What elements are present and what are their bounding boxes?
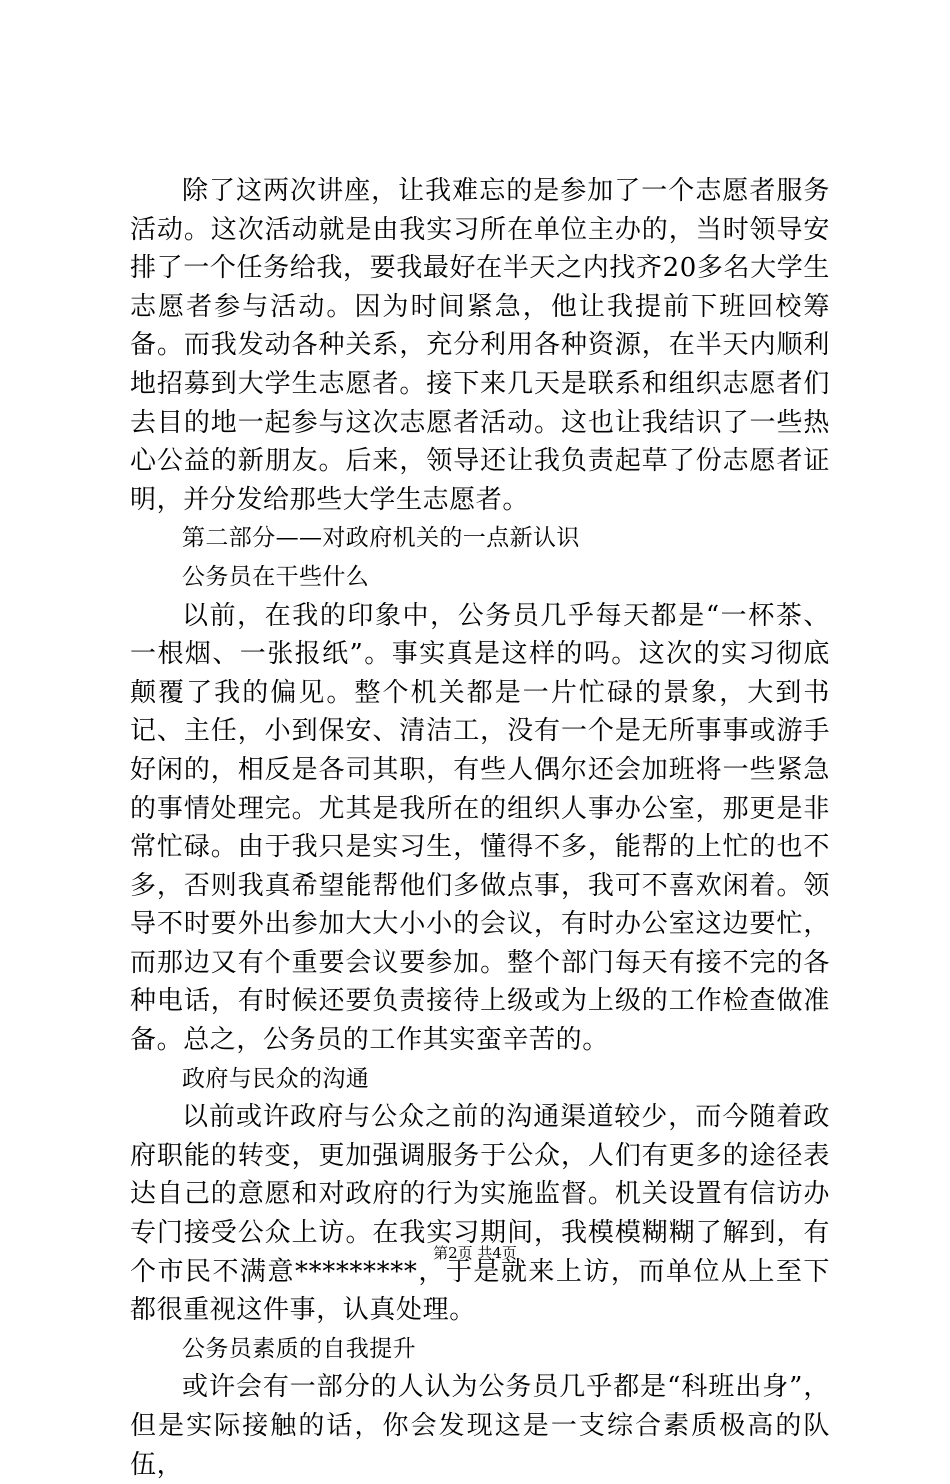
- subheading-government-communication: 政府与民众的沟通: [182, 1065, 370, 1092]
- paragraph-self-improvement: 或许会有一部分的人认为公务员几乎都是“科班出身”，但是实际接触的话，你会发现这是一支综合素质极高的队伍，: [130, 1372, 830, 1480]
- subheading-civil-servant-work: 公务员在干些什么: [182, 563, 370, 590]
- paragraph-government-communication: 以前或许政府与公众之前的沟通渠道较少，而今随着政府职能的转变，更加强调服务于公众，人们有更多的途径表达自己的意愿和对政府的行为实施监督。机关设置有信访办专门接受公众上访。在我实习期间，我模模糊糊了解到，有个市民不满意*********，于是就来上访，而单位从上至下都很重视这件事，认真处理。: [130, 1102, 830, 1326]
- paragraph-volunteer-activity: 除了这两次讲座，让我难忘的是参加了一个志愿者服务活动。这次活动就是由我实习所在单位主办的，当时领导安排了一个任务给我，要我最好在半天之内找齐20多名大学生志愿者参与活动。因为时间紧急，他让我提前下班回校筹备。而我发动各种关系，充分利用各种资源，在半天内顺利地招募到大学生志愿者。接下来几天是联系和组织志愿者们去目的地一起参与这次志愿者活动。这也让我结识了一些热心公益的新朋友。后来，领导还让我负责起草了份志愿者证明，并分发给那些大学生志愿者。: [130, 176, 830, 515]
- paragraph-civil-servant-work: 以前，在我的印象中，公务员几乎每天都是“一杯茶、一根烟、一张报纸”。事实真是这样的吗。这次的实习彻底颠覆了我的偏见。整个机关都是一片忙碌的景象，大到书记、主任，小到保安、清洁工，没有一个是无所事事或游手好闲的，相反是各司其职，有些人偶尔还会加班将一些紧急的事情处理完。尤其是我所在的组织人事办公室，那更是非常忙碌。由于我只是实习生，懂得不多，能帮的上忙的也不多，否则我真希望能帮他们多做点事，我可不喜欢闲着。领导不时要外出参加大大小小的会议，有时办公室这边要忙，而那边又有个重要会议要参加。整个部门每天有接不完的各种电话，有时候还要负责接待上级或为上级的工作检查做准备。总之，公务员的工作其实蛮辛苦的。: [130, 600, 830, 1056]
- page-number-footer: 第2页 共4页: [433, 1244, 517, 1262]
- document-body: [130, 172, 830, 1484]
- subheading-self-improvement: 公务员素质的自我提升: [182, 1335, 416, 1362]
- section-heading-part-two: 第二部分——对政府机关的一点新认识: [182, 525, 580, 552]
